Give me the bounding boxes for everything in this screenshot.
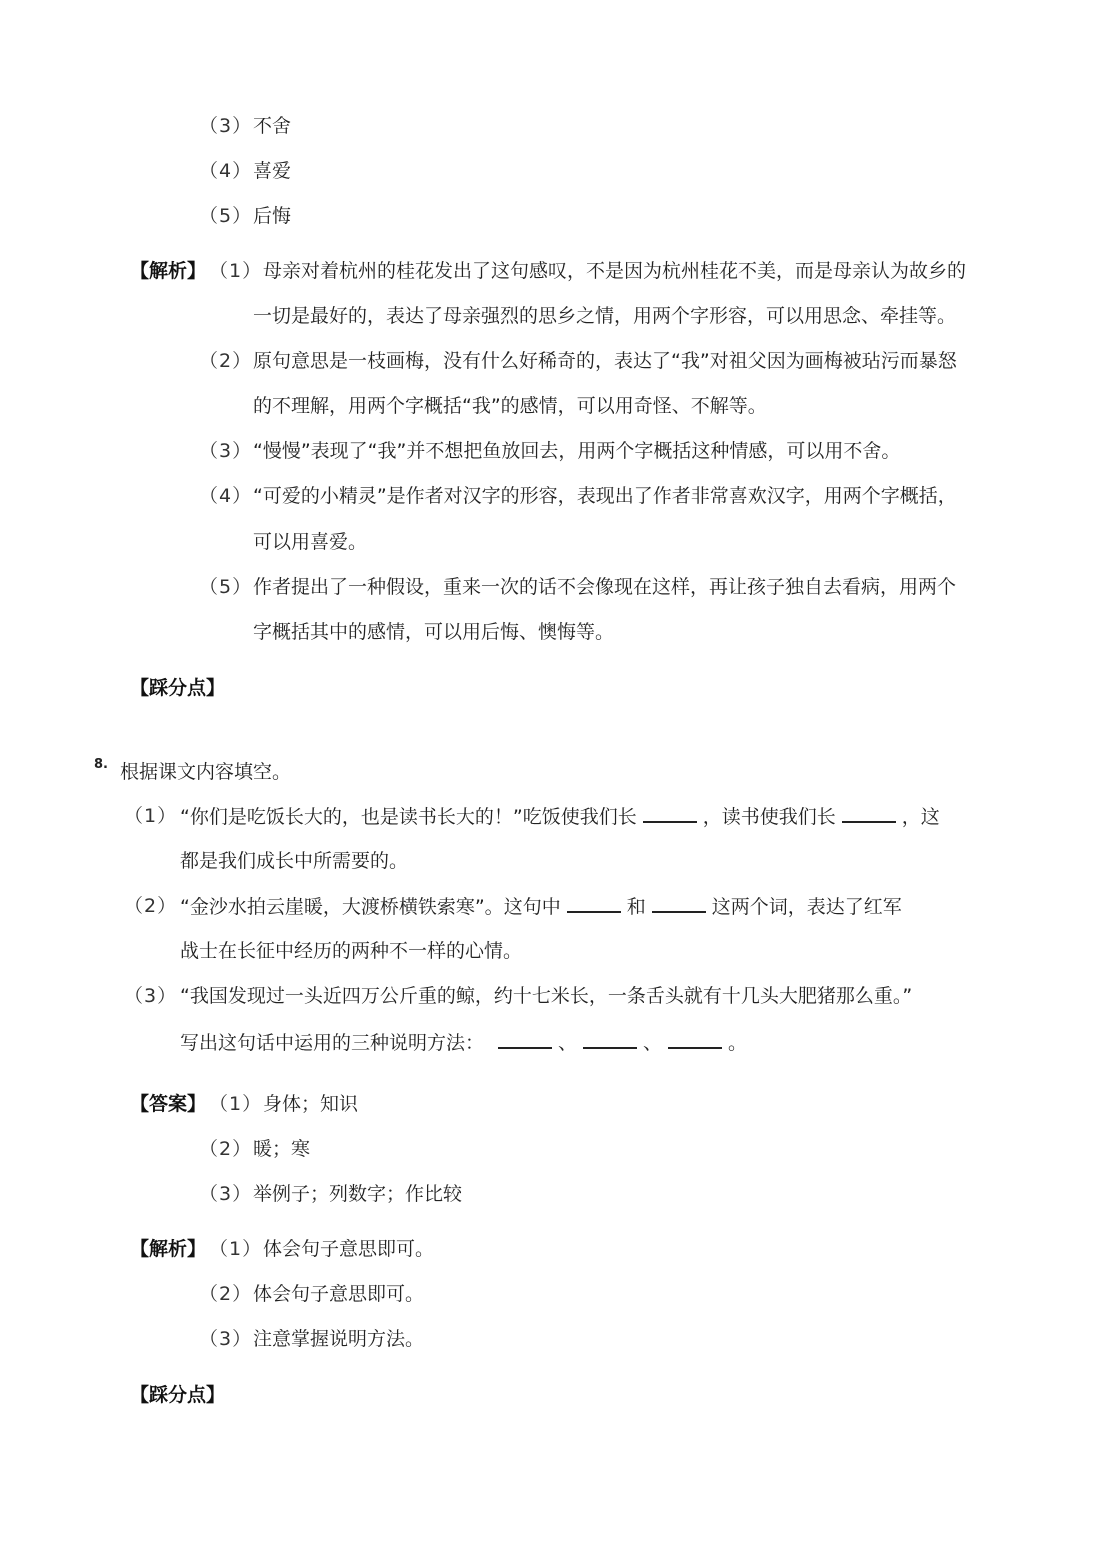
q8-sub-1-text-a: “你们是吃饭长大的，也是读书长大的！”吃饭使我们长: [180, 806, 637, 828]
answer-item-1-number: （1）: [209, 1093, 263, 1115]
prev-analysis-item-4-line-2: 可以用喜爱。: [253, 531, 368, 553]
analysis-item-1-text: 体会句子意思即可。: [263, 1238, 435, 1260]
answer-blank[interactable]: [842, 803, 896, 823]
answer-label: 【答案】: [130, 1093, 207, 1115]
q8-sub-2-line-2: 战士在长征中经历的两种不一样的心情。: [180, 940, 523, 962]
prev-analysis-item-2-line-2: 的不理解，用两个字概括“我”的感情，可以用奇怪、不解等。: [253, 395, 767, 417]
q8-sub-2-text-b: 和: [626, 896, 646, 918]
question-number: 8.: [94, 757, 108, 772]
q8-sub-3-sep-1: 、: [558, 1032, 578, 1054]
prev-analysis-item-5-line-2: 字概括其中的感情，可以用后悔、懊悔等。: [253, 621, 615, 643]
answer-blank[interactable]: [652, 893, 706, 913]
answer-blank[interactable]: [668, 1029, 722, 1049]
answer-blank[interactable]: [583, 1029, 637, 1049]
q8-sub-3-sep-2: 、: [643, 1032, 663, 1054]
q8-sub-2-text-c: 这两个词，表达了红军: [711, 896, 902, 918]
q8-sub-1-text-b: ，读书使我们长: [702, 806, 836, 828]
analysis-item-2-number: （2）: [199, 1283, 253, 1305]
prev-scoring-points-label: 【踩分点】: [130, 677, 226, 699]
prev-analysis-item-4-line-1: “可爱的小精灵”是作者对汉字的形容，表现出了作者非常喜欢汉字，用两个字概括，: [253, 485, 957, 507]
q8-sub-2-number: （2）: [124, 895, 178, 917]
analysis-label: 【解析】: [130, 1238, 207, 1260]
prev-analysis-item-1-line-2: 一切是最好的，表达了母亲强烈的思乡之情，用两个字形容，可以用思念、牵挂等。: [253, 305, 957, 327]
question-stem: 根据课文内容填空。: [120, 761, 292, 783]
q8-sub-3-text-a: 写出这句话中运用的三种说明方法：: [180, 1032, 485, 1054]
answer-blank[interactable]: [643, 803, 697, 823]
q8-sub-1-number: （1）: [124, 805, 178, 827]
q8-sub-1-line-2: 都是我们成长中所需要的。: [180, 850, 409, 872]
q8-sub-3-line-2: [180, 1029, 747, 1056]
answer-item-3-number: （3）: [199, 1183, 253, 1205]
prev-analysis-label: 【解析】: [130, 260, 207, 282]
prev-analysis-item-3-number: （3）: [199, 440, 253, 462]
prev-answer-item-3-text: 不舍: [253, 115, 292, 137]
prev-analysis-item-4-number: （4）: [199, 485, 253, 507]
prev-analysis-item-5-line-1: 作者提出了一种假设，重来一次的话不会像现在这样，再让孩子独自去看病，用两个: [253, 576, 957, 598]
q8-sub-2-text-a: “金沙水拍云崖暖，大渡桥横铁索寒”。这句中: [180, 896, 561, 918]
answer-blank[interactable]: [498, 1029, 552, 1049]
q8-sub-3-number: （3）: [124, 985, 178, 1007]
q8-sub-2-line-1: [180, 893, 902, 920]
prev-answer-item-3-number: （3）: [199, 115, 253, 137]
answer-item-2-text: 暖；寒: [253, 1138, 311, 1160]
q8-sub-3-line-1: “我国发现过一头近四万公斤重的鲸，约十七米长，一条舌头就有十几头大肥猪那么重。”: [180, 985, 913, 1007]
answer-blank[interactable]: [567, 893, 621, 913]
prev-answer-item-5-number: （5）: [199, 205, 253, 227]
prev-answer-item-4-number: （4）: [199, 160, 253, 182]
prev-analysis-item-3-line-1: “慢慢”表现了“我”并不想把鱼放回去，用两个字概括这种情感，可以用不舍。: [253, 440, 901, 462]
analysis-item-3-text: 注意掌握说明方法。: [253, 1328, 425, 1350]
q8-sub-1-text-c: ，这: [901, 806, 940, 828]
prev-analysis-item-1-line-1: 母亲对着杭州的桂花发出了这句感叹，不是因为杭州桂花不美，而是母亲认为故乡的: [263, 260, 967, 282]
prev-analysis-item-5-number: （5）: [199, 576, 253, 598]
prev-analysis-item-1-number: （1）: [209, 260, 263, 282]
analysis-item-1-number: （1）: [209, 1238, 263, 1260]
analysis-item-2-text: 体会句子意思即可。: [253, 1283, 425, 1305]
answer-item-1-text: 身体；知识: [263, 1093, 359, 1115]
prev-answer-item-4-text: 喜爱: [253, 160, 292, 182]
answer-item-3-text: 举例子；列数字；作比较: [253, 1183, 463, 1205]
answer-item-2-number: （2）: [199, 1138, 253, 1160]
scoring-points-label: 【踩分点】: [130, 1384, 226, 1406]
analysis-item-3-number: （3）: [199, 1328, 253, 1350]
prev-analysis-item-2-line-1: 原句意思是一枝画梅，没有什么好稀奇的，表达了“我”对祖父因为画梅被玷污而暴怒: [253, 350, 957, 372]
prev-answer-item-5-text: 后悔: [253, 205, 292, 227]
q8-sub-3-end: 。: [728, 1032, 748, 1054]
q8-sub-1-line-1: [180, 803, 940, 830]
prev-analysis-item-2-number: （2）: [199, 350, 253, 372]
